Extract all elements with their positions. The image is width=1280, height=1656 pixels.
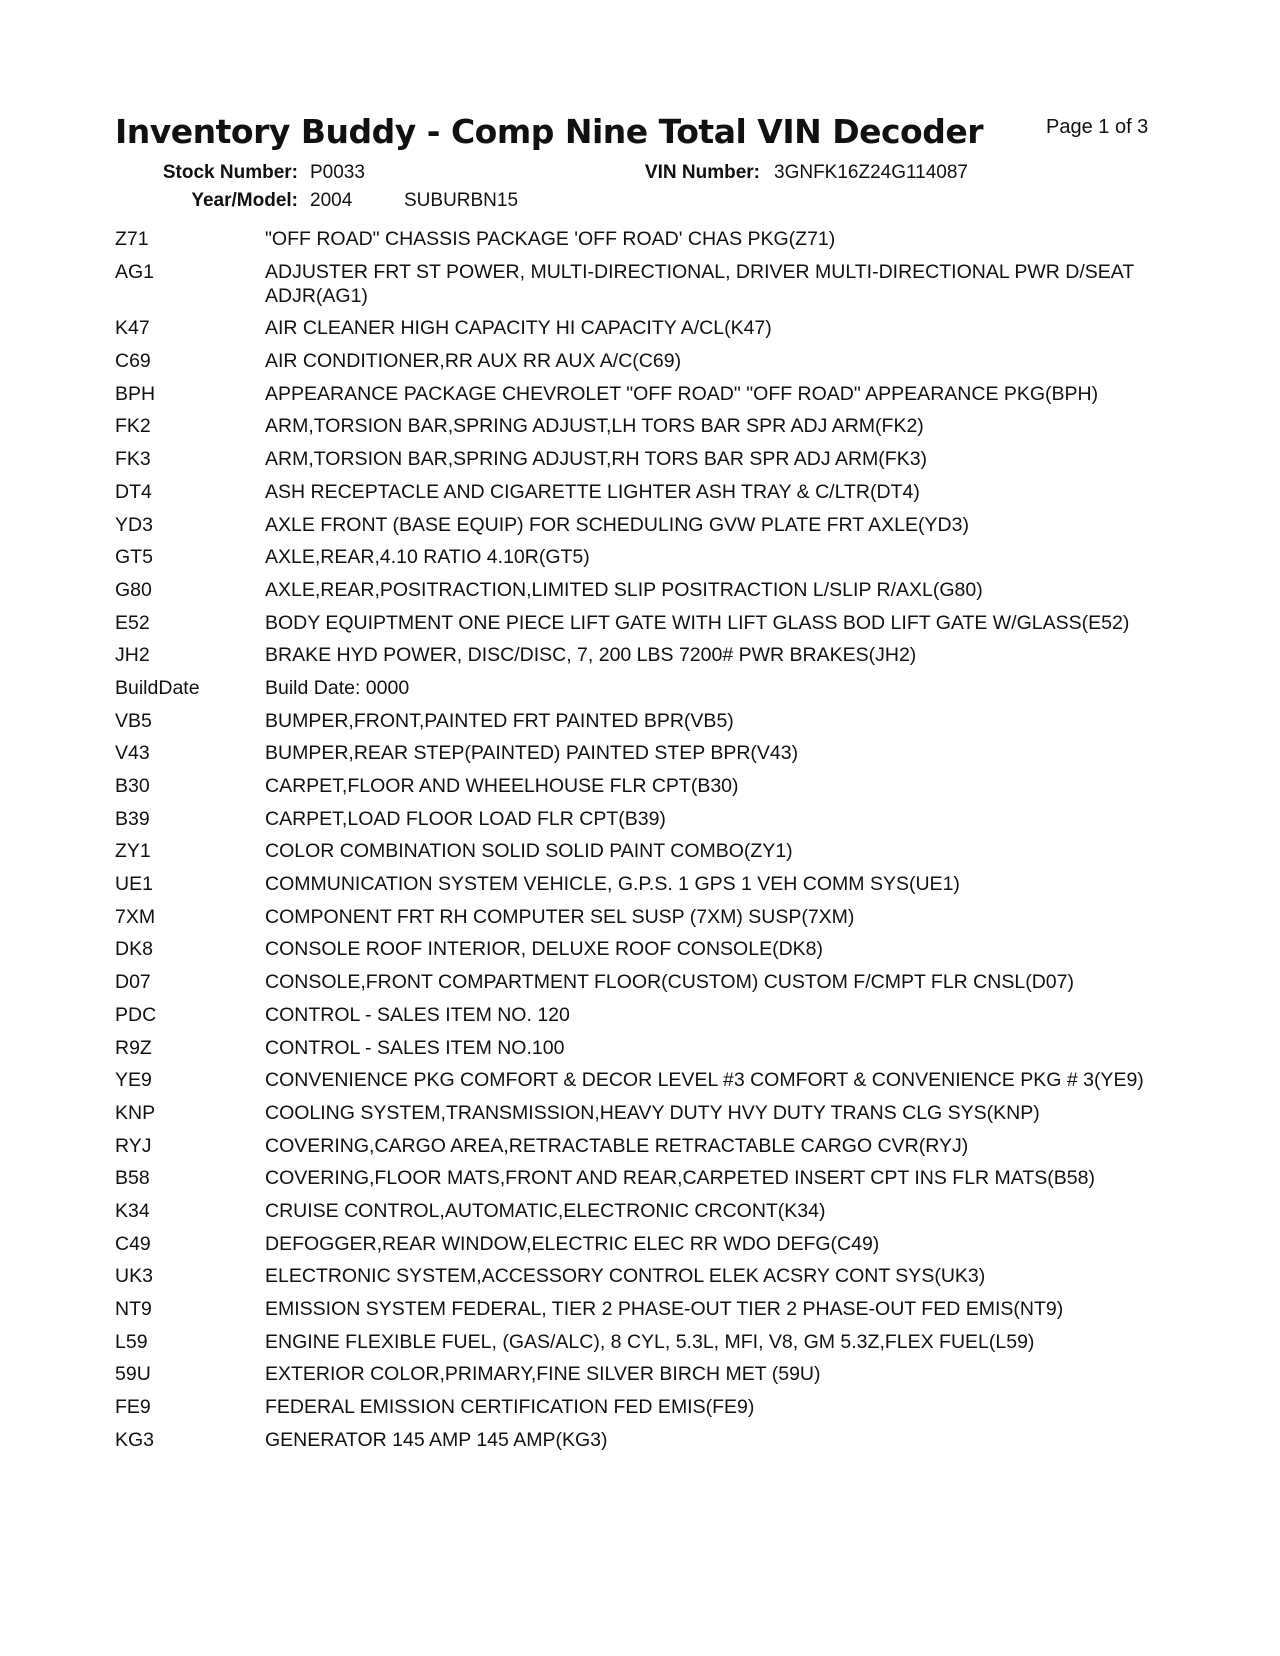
option-code: YD3 [115, 513, 153, 536]
option-row [115, 260, 1175, 308]
vin-number-value: 3GNFK16Z24G114087 [774, 162, 968, 183]
option-row [115, 937, 1175, 961]
option-row [115, 1101, 1175, 1125]
option-row [115, 611, 1175, 635]
option-code: K34 [115, 1199, 150, 1222]
option-description: AXLE FRONT (BASE EQUIP) FOR SCHEDULING GVW PLATE FRT AXLE(YD3) [265, 513, 969, 536]
option-row [115, 774, 1175, 798]
option-description: DEFOGGER,REAR WINDOW,ELECTRIC ELEC RR WDO DEFG(C49) [265, 1232, 880, 1255]
option-row [115, 807, 1175, 831]
option-description: CONVENIENCE PKG COMFORT & DECOR LEVEL #3 COMFORT & CONVENIENCE PKG # 3(YE9) [265, 1069, 1144, 1092]
option-code: E52 [115, 611, 150, 634]
option-description: COOLING SYSTEM,TRANSMISSION,HEAVY DUTY HVY DUTY TRANS CLG SYS(KNP) [265, 1101, 1040, 1124]
option-code: R9Z [115, 1036, 152, 1059]
year-value: 2004 [310, 190, 353, 211]
option-description: BODY EQUIPTMENT ONE PIECE LIFT GATE WITH LIFT GLASS BOD LIFT GATE W/GLASS(E52) [265, 611, 1130, 634]
page-title: Inventory Buddy - Comp Nine Total VIN Decoder [115, 112, 983, 151]
option-row [115, 1362, 1175, 1386]
option-code: YE9 [115, 1069, 152, 1092]
option-code: DT4 [115, 480, 152, 503]
option-description: COMMUNICATION SYSTEM VEHICLE, G.P.S. 1 GPS 1 VEH COMM SYS(UE1) [265, 873, 960, 896]
option-row [115, 970, 1175, 994]
option-code: BPH [115, 382, 156, 405]
option-code: NT9 [115, 1298, 152, 1320]
option-code: 7XM [115, 905, 156, 928]
option-row [115, 839, 1175, 863]
option-description: "OFF ROAD" CHASSIS PACKAGE 'OFF ROAD' CHAS PKG(Z71) [265, 228, 836, 250]
stock-number-label: Stock Number: [162, 162, 298, 183]
option-row [115, 578, 1175, 602]
option-row [115, 1264, 1175, 1288]
option-description: GENERATOR 145 AMP 145 AMP(KG3) [265, 1428, 608, 1451]
option-code: V43 [115, 742, 150, 765]
option-code: L59 [115, 1330, 148, 1353]
option-description: COVERING,FLOOR MATS,FRONT AND REAR,CARPETED INSERT CPT INS FLR MATS(B58) [265, 1167, 1095, 1190]
option-description: Build Date: 0000 [265, 676, 410, 699]
option-description: ADJUSTER FRT ST POWER, MULTI-DIRECTIONAL, DRIVER MULTI-DIRECTIONAL PWR D/SEAT ADJR(AG1) [265, 260, 1134, 307]
option-row [115, 1068, 1175, 1092]
option-description: AIR CONDITIONER,RR AUX RR AUX A/C(C69) [265, 350, 682, 373]
option-code: DK8 [115, 938, 153, 961]
page-number: Page 1 of 3 [1046, 116, 1149, 138]
option-code: AG1 [115, 260, 155, 283]
option-description: EMISSION SYSTEM FEDERAL, TIER 2 PHASE-OUT TIER 2 PHASE-OUT FED EMIS(NT9) [265, 1298, 1064, 1320]
option-description: COLOR COMBINATION SOLID SOLID PAINT COMBO(ZY1) [265, 840, 793, 863]
option-row [115, 382, 1175, 406]
option-row [115, 709, 1175, 733]
option-code: G80 [115, 578, 152, 601]
option-description: AIR CLEANER HIGH CAPACITY HI CAPACITY A/CL(K47) [265, 317, 772, 340]
option-description: ASH RECEPTACLE AND CIGARETTE LIGHTER ASH TRAY & C/LTR(DT4) [265, 480, 920, 503]
option-description: COVERING,CARGO AREA,RETRACTABLE RETRACTABLE CARGO CVR(RYJ) [265, 1134, 969, 1157]
option-code: 59U [115, 1363, 151, 1386]
option-code: FK3 [115, 448, 151, 471]
option-description: CARPET,FLOOR AND WHEELHOUSE FLR CPT(B30) [265, 775, 739, 797]
option-row [115, 545, 1175, 569]
option-row [115, 1036, 1175, 1060]
option-row [115, 676, 1175, 700]
stock-number-value: P0033 [310, 162, 365, 183]
option-row [115, 905, 1175, 929]
option-code: VB5 [115, 709, 152, 732]
option-row [115, 447, 1175, 471]
year-model-label: Year/Model: [191, 190, 298, 211]
option-code-list [115, 227, 1175, 1460]
option-row [115, 1199, 1175, 1223]
option-code: KG3 [115, 1428, 155, 1451]
option-code: UE1 [115, 873, 153, 896]
option-code: B39 [115, 807, 150, 830]
option-code: K47 [115, 317, 150, 340]
vin-number-label: VIN Number: [644, 162, 760, 183]
option-row [115, 643, 1175, 667]
option-row [115, 349, 1175, 373]
option-description: CARPET,LOAD FLOOR LOAD FLR CPT(B39) [265, 807, 666, 830]
option-row [115, 1134, 1175, 1158]
option-code: PDC [115, 1003, 157, 1026]
option-description: BUMPER,REAR STEP(PAINTED) PAINTED STEP BPR(V43) [265, 742, 799, 765]
option-description: CONTROL - SALES ITEM NO. 120 [265, 1003, 570, 1026]
option-row [115, 227, 1175, 251]
option-row [115, 1003, 1175, 1027]
option-description: COMPONENT FRT RH COMPUTER SEL SUSP (7XM) SUSP(7XM) [265, 905, 855, 928]
option-code: ZY1 [115, 840, 151, 863]
option-description: AXLE,REAR,POSITRACTION,LIMITED SLIP POSITRACTION L/SLIP R/AXL(G80) [265, 578, 983, 601]
option-description: CONTROL - SALES ITEM NO.100 [265, 1036, 565, 1059]
model-value: SUBURBN15 [404, 190, 519, 211]
option-description: BUMPER,FRONT,PAINTED FRT PAINTED BPR(VB5) [265, 709, 734, 732]
option-row [115, 414, 1175, 438]
option-row [115, 1297, 1175, 1321]
option-code: D07 [115, 971, 151, 994]
option-code: C69 [115, 350, 151, 373]
option-row [115, 316, 1175, 340]
option-row [115, 1232, 1175, 1256]
option-description: AXLE,REAR,4.10 RATIO 4.10R(GT5) [265, 546, 590, 569]
option-code: B30 [115, 775, 150, 797]
option-code: C49 [115, 1232, 151, 1255]
option-description: EXTERIOR COLOR,PRIMARY,FINE SILVER BIRCH MET (59U) [265, 1363, 821, 1386]
option-description: CONSOLE ROOF INTERIOR, DELUXE ROOF CONSOLE(DK8) [265, 938, 823, 961]
option-row [115, 1330, 1175, 1354]
option-row [115, 872, 1175, 896]
option-code: Z71 [115, 228, 149, 250]
option-code: KNP [115, 1101, 156, 1124]
option-code: RYJ [115, 1134, 152, 1157]
option-description: BRAKE HYD POWER, DISC/DISC, 7, 200 LBS 7200# PWR BRAKES(JH2) [265, 644, 917, 667]
option-code: GT5 [115, 546, 153, 569]
option-code: UK3 [115, 1265, 153, 1288]
option-description: ARM,TORSION BAR,SPRING ADJUST,LH TORS BAR SPR ADJ ARM(FK2) [265, 415, 924, 438]
option-row [115, 1395, 1175, 1419]
option-row [115, 480, 1175, 504]
option-row [115, 741, 1175, 765]
option-row [115, 513, 1175, 537]
option-description: ELECTRONIC SYSTEM,ACCESSORY CONTROL ELEK ACSRY CONT SYS(UK3) [265, 1265, 986, 1288]
option-description: FEDERAL EMISSION CERTIFICATION FED EMIS(FE9) [265, 1396, 755, 1419]
option-description: CONSOLE,FRONT COMPARTMENT FLOOR(CUSTOM) CUSTOM F/CMPT FLR CNSL(D07) [265, 971, 1074, 994]
option-row [115, 1166, 1175, 1190]
option-description: ENGINE FLEXIBLE FUEL, (GAS/ALC), 8 CYL, 5.3L, MFI, V8, GM 5.3Z,FLEX FUEL(L59) [265, 1330, 1035, 1353]
option-code: JH2 [115, 644, 150, 667]
option-row [115, 1428, 1175, 1452]
option-description: ARM,TORSION BAR,SPRING ADJUST,RH TORS BAR SPR ADJ ARM(FK3) [265, 448, 928, 471]
option-description: APPEARANCE PACKAGE CHEVROLET "OFF ROAD" "OFF ROAD" APPEARANCE PKG(BPH) [265, 382, 1099, 405]
option-code: BuildDate [115, 676, 200, 699]
option-code: FK2 [115, 415, 151, 438]
option-code: B58 [115, 1167, 150, 1190]
option-description: CRUISE CONTROL,AUTOMATIC,ELECTRONIC CRCONT(K34) [265, 1199, 826, 1222]
option-code: FE9 [115, 1396, 151, 1419]
